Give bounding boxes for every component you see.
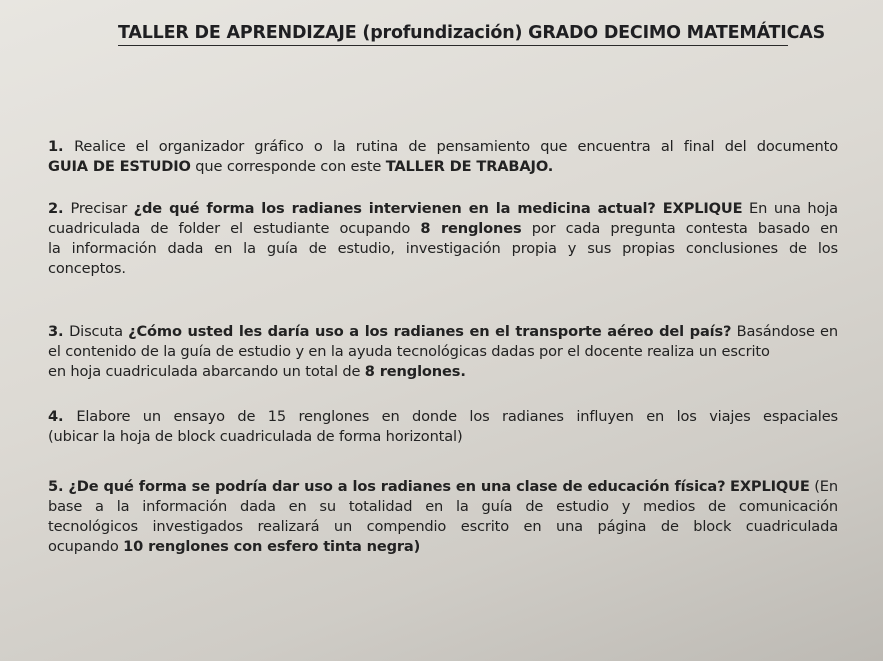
question-2-line-4: conceptos. — [48, 260, 126, 277]
question-5-line-3: tecnológicos investigados realizará un compendio escrito en una página de block cuadriculada — [48, 518, 838, 535]
page-title: TALLER DE APRENDIZAJE (profundización) GRADO DECIMO MATEMÁTICAS — [118, 22, 788, 46]
question-2 — [48, 199, 838, 279]
question-3-line-3: en hoja cuadriculada abarcando un total de 8 renglones. — [48, 363, 466, 380]
question-2-line-3: la información dada en la guía de estudio, investigación propia y sus propias conclusiones de los — [48, 240, 838, 257]
question-1 — [48, 137, 838, 177]
question-4 — [48, 407, 838, 447]
question-1-line-1: 1. Realice el organizador gráfico o la rutina de pensamiento que encuentra al final del documento — [48, 138, 838, 155]
question-3 — [48, 322, 838, 382]
question-5-line-2: base a la información dada en su totalidad en la guía de estudio y medios de comunicación — [48, 498, 838, 515]
question-3-line-1: 3. Discuta ¿Cómo usted les daría uso a los radianes en el transporte aéreo del país? Basándose en — [48, 323, 838, 340]
question-3-line-2: el contenido de la guía de estudio y en la ayuda tecnológicas dadas por el docente realiza un escrito — [48, 343, 770, 360]
question-5-line-4: ocupando 10 renglones con esfero tinta negra) — [48, 538, 421, 555]
question-2-line-1: 2. Precisar ¿de qué forma los radianes intervienen en la medicina actual? EXPLIQUE En una hoja — [48, 200, 838, 217]
question-4-line-1: 4. Elabore un ensayo de 15 renglones en donde los radianes influyen en los viajes espaciales — [48, 408, 838, 425]
question-4-line-2: (ubicar la hoja de block cuadriculada de forma horizontal) — [48, 428, 463, 445]
question-2-line-2: cuadriculada de folder el estudiante ocupando 8 renglones por cada pregunta contesta basado en — [48, 220, 839, 237]
question-1-line-2: GUIA DE ESTUDIO que corresponde con este TALLER DE TRABAJO. — [48, 158, 554, 175]
question-5-line-1: 5. ¿De qué forma se podría dar uso a los radianes en una clase de educación física? EXPLIQUE (En — [48, 478, 838, 495]
question-5 — [48, 477, 838, 557]
